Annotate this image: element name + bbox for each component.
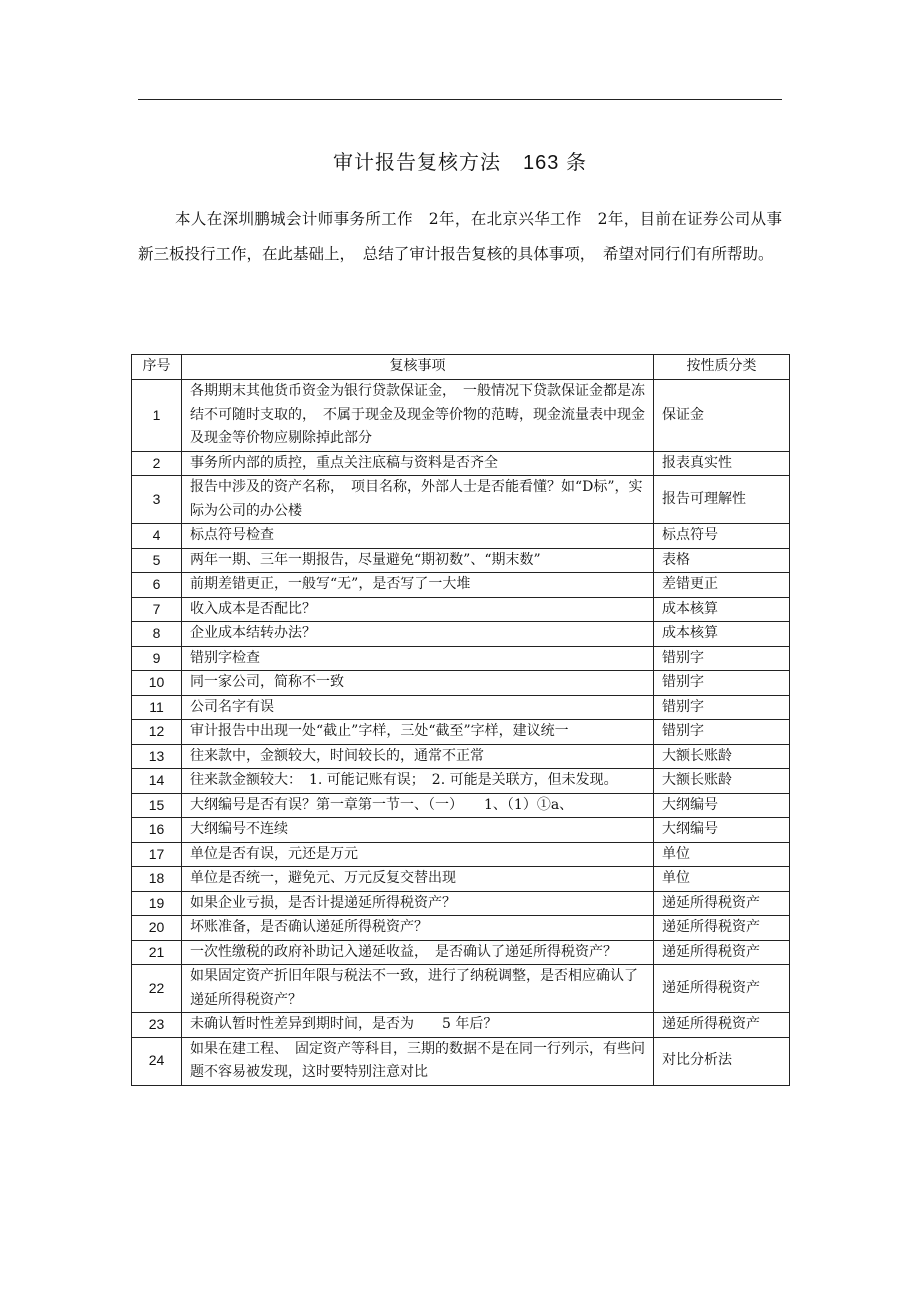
row-number: 14 [132, 769, 182, 794]
review-item: 两年一期、三年一期报告，尽量避免“期初数”、“期末数” [182, 548, 654, 573]
item-category: 大纲编号 [654, 818, 790, 843]
table-row [132, 940, 790, 965]
item-category: 递延所得税资产 [654, 916, 790, 941]
header-rule [138, 99, 782, 100]
item-category: 递延所得税资产 [654, 1013, 790, 1038]
table-row [132, 451, 790, 476]
row-number: 17 [132, 842, 182, 867]
row-number: 24 [132, 1037, 182, 1085]
item-category: 报表真实性 [654, 451, 790, 476]
header-category: 按性质分类 [654, 355, 790, 380]
item-category: 递延所得税资产 [654, 965, 790, 1013]
table-row [132, 965, 790, 1013]
item-category: 错别字 [654, 646, 790, 671]
table-row [132, 476, 790, 524]
item-category: 保证金 [654, 380, 790, 452]
review-item: 审计报告中出现一处“截止”字样，三处“截至”字样，建议统一 [182, 720, 654, 745]
review-item: 前期差错更正，一般写“无”，是否写了一大堆 [182, 573, 654, 598]
table-row [132, 597, 790, 622]
row-number: 8 [132, 622, 182, 647]
review-item: 如果固定资产折旧年限与税法不一致，进行了纳税调整，是否相应确认了递延所得税资产？ [182, 965, 654, 1013]
review-item: 报告中涉及的资产名称， 项目名称，外部人士是否能看懂？如“D标”，实际为公司的办公楼 [182, 476, 654, 524]
table-row [132, 916, 790, 941]
row-number: 11 [132, 695, 182, 720]
table-row [132, 793, 790, 818]
item-category: 报告可理解性 [654, 476, 790, 524]
row-number: 15 [132, 793, 182, 818]
row-number: 21 [132, 940, 182, 965]
row-number: 19 [132, 891, 182, 916]
row-number: 12 [132, 720, 182, 745]
review-item: 大纲编号不连续 [182, 818, 654, 843]
review-item: 大纲编号是否有误？第一章第一节一、（一） 1、（1）①a、 [182, 793, 654, 818]
review-item: 一次性缴税的政府补助记入递延收益， 是否确认了递延所得税资产？ [182, 940, 654, 965]
review-item: 往来款金额较大： 1. 可能记账有误； 2. 可能是关联方，但未发现。 [182, 769, 654, 794]
table-row [132, 695, 790, 720]
table-row [132, 1037, 790, 1085]
review-items-table [131, 354, 790, 1086]
row-number: 7 [132, 597, 182, 622]
item-category: 标点符号 [654, 524, 790, 549]
review-item: 错别字检查 [182, 646, 654, 671]
row-number: 6 [132, 573, 182, 598]
item-category: 差错更正 [654, 573, 790, 598]
row-number: 16 [132, 818, 182, 843]
row-number: 10 [132, 671, 182, 696]
header-item: 复核事项 [182, 355, 654, 380]
table-row [132, 769, 790, 794]
review-item: 收入成本是否配比？ [182, 597, 654, 622]
review-item: 同一家公司，简称不一致 [182, 671, 654, 696]
review-item: 坏账准备，是否确认递延所得税资产？ [182, 916, 654, 941]
row-number: 1 [132, 380, 182, 452]
row-number: 22 [132, 965, 182, 1013]
item-category: 对比分析法 [654, 1037, 790, 1085]
row-number: 4 [132, 524, 182, 549]
item-category: 递延所得税资产 [654, 891, 790, 916]
item-category: 表格 [654, 548, 790, 573]
review-item: 未确认暂时性差异到期时间，是否为 5 年后？ [182, 1013, 654, 1038]
item-category: 大额长账龄 [654, 769, 790, 794]
table-row [132, 818, 790, 843]
title-text: 审计报告复核方法 [333, 150, 502, 174]
item-category: 递延所得税资产 [654, 940, 790, 965]
review-item: 标点符号检查 [182, 524, 654, 549]
review-item: 单位是否有误，元还是万元 [182, 842, 654, 867]
review-item: 各期期末其他货币资金为银行贷款保证金， 一般情况下贷款保证金都是冻结不可随时支取的， 不属于现金及现金等价物的范畴，现金流量表中现金及现金等价物应剔除掉此部分 [182, 380, 654, 452]
table-row [132, 671, 790, 696]
table-row [132, 573, 790, 598]
item-category: 错别字 [654, 695, 790, 720]
review-item: 公司名字有误 [182, 695, 654, 720]
item-category: 大额长账龄 [654, 744, 790, 769]
page-title [0, 146, 920, 175]
review-item: 事务所内部的质控，重点关注底稿与资料是否齐全 [182, 451, 654, 476]
table-row [132, 744, 790, 769]
item-category: 错别字 [654, 720, 790, 745]
table-header-row [132, 355, 790, 380]
row-number: 9 [132, 646, 182, 671]
row-number: 20 [132, 916, 182, 941]
row-number: 18 [132, 867, 182, 892]
table-row [132, 646, 790, 671]
header-no: 序号 [132, 355, 182, 380]
row-number: 13 [132, 744, 182, 769]
table-row [132, 548, 790, 573]
intro-paragraph: 本人在深圳鹏城会计师事务所工作 2年，在北京兴华工作 2年，目前在证券公司从事新三板投行工作，在此基础上， 总结了审计报告复核的具体事项， 希望对同行们有所帮助。 [138, 210, 782, 263]
review-item: 如果在建工程、 固定资产等科目，三期的数据不是在同一行列示，有些问题不容易被发现，这时要特别注意对比 [182, 1037, 654, 1085]
item-category: 大纲编号 [654, 793, 790, 818]
item-category: 错别字 [654, 671, 790, 696]
table-row [132, 1013, 790, 1038]
review-item: 往来款中，金额较大，时间较长的，通常不正常 [182, 744, 654, 769]
table-body [132, 380, 790, 1086]
row-number: 5 [132, 548, 182, 573]
review-item: 如果企业亏损，是否计提递延所得税资产？ [182, 891, 654, 916]
item-category: 成本核算 [654, 597, 790, 622]
table-row [132, 891, 790, 916]
review-item: 单位是否统一，避免元、万元反复交替出现 [182, 867, 654, 892]
table-row [132, 524, 790, 549]
row-number: 23 [132, 1013, 182, 1038]
review-item: 企业成本结转办法？ [182, 622, 654, 647]
table-row [132, 867, 790, 892]
table-row [132, 720, 790, 745]
table-row [132, 380, 790, 452]
table-row [132, 622, 790, 647]
item-category: 单位 [654, 842, 790, 867]
item-category: 成本核算 [654, 622, 790, 647]
item-category: 单位 [654, 867, 790, 892]
row-number: 3 [132, 476, 182, 524]
title-count: 163 条 [523, 152, 587, 174]
table-row [132, 842, 790, 867]
row-number: 2 [132, 451, 182, 476]
